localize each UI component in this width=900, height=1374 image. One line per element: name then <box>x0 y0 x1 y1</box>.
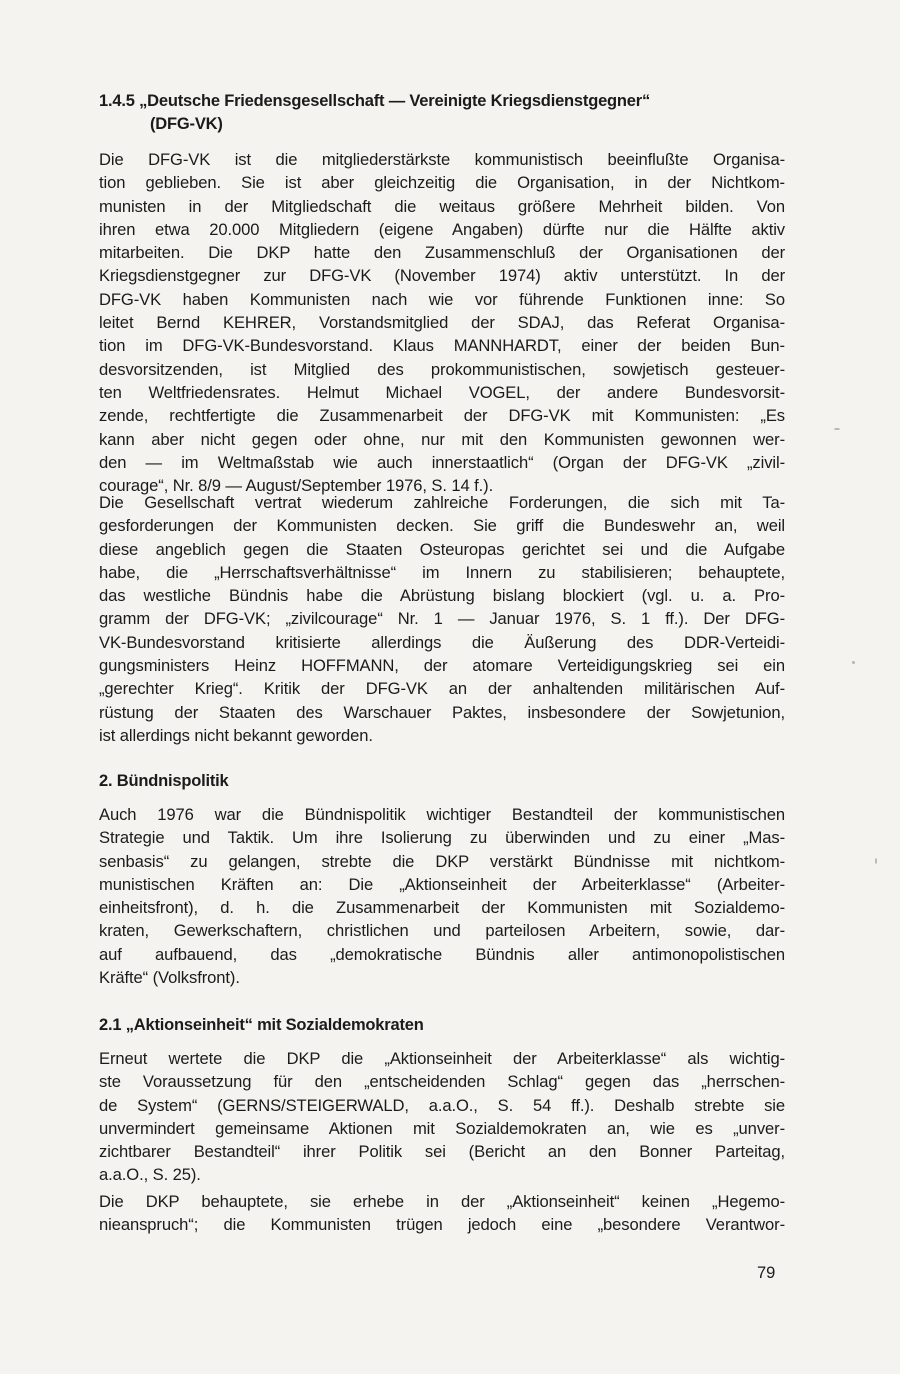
paragraph <box>99 1190 785 1237</box>
text-line: munistischen Kräften an: Die „Aktionseinheit der Arbeiterklasse“ (Arbeiter- <box>99 874 785 894</box>
text-line: a.a.O., S. 25). <box>99 1165 201 1185</box>
text-line: gungsministers Heinz HOFFMANN, der atomare Verteidigungskrieg sei ein <box>99 656 785 676</box>
text-line: senbasis“ zu gelangen, strebte die DKP verstärkt Bündnisse mit nichtkom- <box>99 851 785 871</box>
text-line: tion geblieben. Sie ist aber gleichzeitig die Organisation, in der Nichtkom- <box>99 173 785 193</box>
text-line: Kriegsdienstgegner zur DFG-VK (November 1974) aktiv unterstützt. In der <box>99 266 785 286</box>
text-line: ten Weltfriedensrates. Helmut Michael VOGEL, der andere Bundesvorsit- <box>99 382 785 402</box>
section-heading-2-1: 2.1 „Aktionseinheit“ mit Sozialdemokraten <box>99 1016 424 1034</box>
text-line: leitet Bernd KEHRER, Vorstandsmitglied der SDAJ, das Referat Organisa- <box>99 313 785 333</box>
text-line: zende, rechtfertigte die Zusammenarbeit der DFG-VK mit Kommunisten: „Es <box>99 406 785 426</box>
text-line: Erneut wertete die DKP die „Aktionseinheit der Arbeiterklasse“ als wichtig- <box>99 1049 785 1068</box>
text-line: courage“, Nr. 8/9 — August/September 1976, S. 14 f.). <box>99 476 494 496</box>
text-line: kraten, Gewerkschaftern, christlichen und parteilosen Arbeitern, sowie, dar- <box>99 921 785 941</box>
text-line: munisten in der Mitgliedschaft die weitaus größere Mehrheit bilden. Von <box>99 196 785 216</box>
text-line: mitarbeiten. Die DKP hatte den Zusammenschluß der Organisationen der <box>99 243 785 263</box>
text-line: Die DKP behauptete, sie erhebe in der „Aktionseinheit“ keinen „Hegemo- <box>99 1192 785 1211</box>
text-line: rüstung der Staaten des Warschauer Paktes, insbesondere der Sowjetunion, <box>99 702 785 722</box>
paragraph <box>99 1047 785 1187</box>
text-line: desvorsitzenden, ist Mitglied des prokommunistischen, sowjetisch gesteuer- <box>99 359 785 379</box>
text-line: diese angeblich gegen die Staaten Osteuropas gerichtet sei und die Aufgabe <box>99 539 785 559</box>
text-line: gesforderungen der Kommunisten decken. Sie griff die Bundeswehr an, weil <box>99 516 785 536</box>
text-line: tion im DFG-VK-Bundesvorstand. Klaus MANNHARDT, einer der beiden Bun- <box>99 336 785 356</box>
text-line: unvermindert gemeinsame Aktionen mit Sozialdemokraten an, wie es „unver- <box>99 1118 785 1138</box>
text-line: ist allerdings nicht bekannt geworden. <box>99 725 373 745</box>
paragraph <box>99 491 785 747</box>
paragraph <box>99 803 785 989</box>
text-line: VK-Bundesvorstand kritisierte allerdings die Äußerung des DDR-Verteidi- <box>99 632 785 652</box>
text-line: Auch 1976 war die Bündnispolitik wichtiger Bestandteil der kommunistischen <box>99 805 785 824</box>
text-line: ihren etwa 20.000 Mitgliedern (eigene Angaben) dürfte nur die Hälfte aktiv <box>99 219 785 239</box>
text-line: Kräfte“ (Volksfront). <box>99 968 240 988</box>
text-line: auf aufbauend, das „demokratische Bündnis aller antimonopolistischen <box>99 944 785 964</box>
text-line: habe, die „Herrschaftsverhältnisse“ im Innern zu stabilisieren; behauptete, <box>99 562 785 582</box>
text-line: das westliche Bündnis habe die Abrüstung bislang blockiert (vgl. u. a. Pro- <box>99 586 785 606</box>
text-line: Strategie und Taktik. Um ihre Isolierung zu überwinden und zu einer „Mas- <box>99 828 785 848</box>
text-line: Die Gesellschaft vertrat wiederum zahlreiche Forderungen, die sich mit Ta- <box>99 493 785 512</box>
section-heading-2: 2. Bündnispolitik <box>99 772 229 790</box>
paragraph <box>99 148 785 497</box>
scan-speck <box>875 858 877 864</box>
scan-speck <box>852 661 855 664</box>
text-line: gramm der DFG-VK; „zivilcourage“ Nr. 1 — Januar 1976, S. 1 ff.). Der DFG- <box>99 609 785 629</box>
text-line: de System“ (GERNS/STEIGERWALD, a.a.O., S. 54 ff.). Deshalb strebte sie <box>99 1095 785 1115</box>
text-line: „gerechter Krieg“. Kritik der DFG-VK an der anhaltenden militärischen Auf- <box>99 679 785 699</box>
text-line: nieanspruch“; die Kommunisten trügen jedoch eine „besondere Verantwor- <box>99 1215 785 1235</box>
page-number: 79 <box>757 1264 776 1282</box>
text-line: ste Voraussetzung für den „entscheidenden Schlag“ gegen das „herrschen- <box>99 1072 785 1092</box>
heading-line: 1.4.5 „Deutsche Friedensgesellschaft — Vereinigte Kriegsdienstgegner“ <box>99 92 651 110</box>
text-line: Die DFG-VK ist die mitgliederstärkste kommunistisch beeinflußte Organisa- <box>99 150 785 169</box>
text-line: den — im Weltmaßstab wie auch innerstaatlich“ (Organ der DFG-VK „zivil- <box>99 452 785 472</box>
text-line: einheitsfront), d. h. die Zusammenarbeit der Kommunisten mit Sozialdemo- <box>99 898 785 918</box>
text-line: kann aber nicht gegen oder ohne, nur mit den Kommunisten gewonnen wer- <box>99 429 785 449</box>
text-line: DFG-VK haben Kommunisten nach wie vor führende Funktionen inne: So <box>99 289 785 309</box>
section-heading-1-4-5 <box>99 90 799 136</box>
text-line: zichtbarer Bestandteil“ ihrer Politik sei (Bericht an den Bonner Parteitag, <box>99 1142 785 1162</box>
scan-speck <box>834 428 840 430</box>
heading-line: (DFG-VK) <box>150 115 223 133</box>
